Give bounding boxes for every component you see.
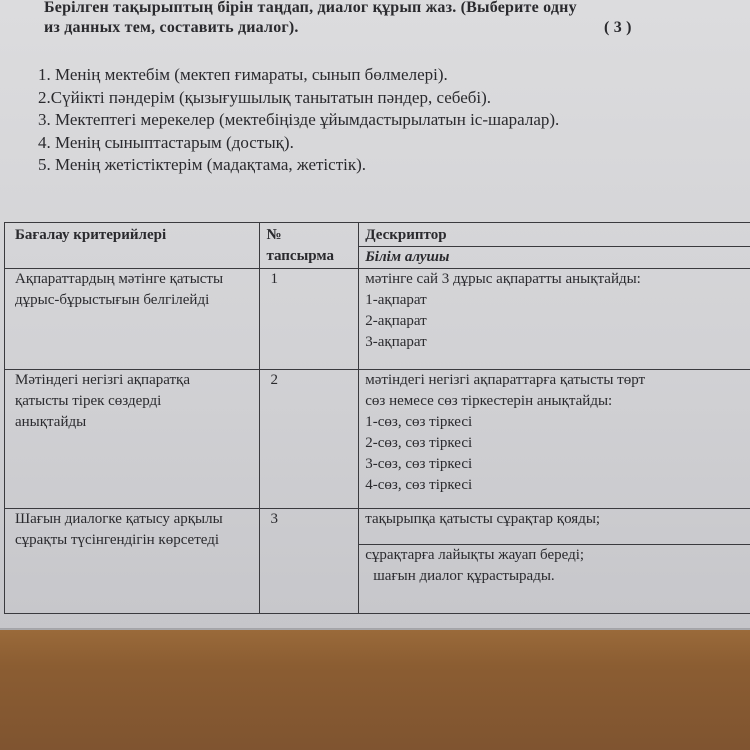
- descriptor-line: мәтінге сай 3 дұрыс ақпаратты анықтайды:: [365, 271, 641, 287]
- criteria-cell: [5, 269, 260, 370]
- descriptor-line: 3-сөз, сөз тіркесі: [365, 456, 473, 472]
- topic-item: 2.Сүйікті пәндерім (қызығушылық танытатын пәндер, себебі).: [38, 87, 492, 107]
- header-criteria: [5, 223, 260, 269]
- topic-item: 1. Менің мектебім (мектеп ғимараты, сынып бөлмелері).: [38, 65, 448, 84]
- descriptor-cell: [359, 269, 750, 370]
- topic-list: [38, 64, 738, 177]
- descriptor-line: 1-ақпарат: [365, 292, 427, 308]
- descriptor-line: сөз немесе сөз тіркестерін анықтайды:: [365, 393, 613, 409]
- header-descriptor: [359, 223, 750, 269]
- task-number-cell: [260, 509, 359, 614]
- criteria-text: Ақпараттардың мәтінге қатысты дұрыс-бұрыстығын белгілейді: [15, 271, 224, 308]
- criteria-text: Шағын диалогке қатысу арқылы сұрақты түсінгендігін көрсетеді: [15, 511, 223, 548]
- assessment-rubric-table: [4, 222, 750, 614]
- task-number: 3: [270, 511, 278, 527]
- table-header-row: [5, 223, 750, 269]
- task-score: ( 3 ): [604, 19, 632, 36]
- descriptor-line: 4-сөз, сөз тіркесі: [365, 477, 473, 493]
- table-row: [5, 509, 750, 614]
- criteria-cell: [5, 370, 260, 509]
- header-number-symbol: №: [266, 227, 282, 243]
- header-descriptor-subtitle: Білім алушы: [359, 246, 750, 268]
- criteria-text: Мәтіндегі негізгі ақпаратқа қатысты тірек сөздерді анықтайды: [15, 372, 191, 430]
- task-title-line2: из данных тем, составить диалог).: [44, 19, 299, 36]
- topic-item: 4. Менің сыныптастарым (достық).: [38, 132, 294, 152]
- topic-item: 3. Мектептегі мерекелер (мектебіңізде ұйымдастырылатын іс-шаралар).: [38, 110, 560, 129]
- descriptor-line: тақырыпқа қатысты сұрақтар қояды;: [365, 511, 601, 527]
- wooden-table-surface: [0, 630, 750, 750]
- descriptor-line: 2-сөз, сөз тіркесі: [365, 435, 473, 451]
- task-title: [44, 0, 744, 38]
- header-number-label: тапсырма: [266, 248, 335, 264]
- descriptor-cell: [359, 509, 750, 614]
- criteria-cell: [5, 509, 260, 614]
- descriptor-line: 1-сөз, сөз тіркесі: [365, 414, 473, 430]
- header-criteria-label: Бағалау критерийлері: [15, 227, 167, 243]
- table-row: [5, 370, 750, 509]
- task-number-cell: [260, 269, 359, 370]
- descriptor-line: 2-ақпарат: [365, 313, 427, 329]
- task-number: 2: [270, 372, 278, 388]
- task-title-line1: Берілген тақырыптың бірін таңдап, диалог құрып жаз. (Выберите одну: [44, 0, 577, 16]
- header-descriptor-label: Дескриптор: [365, 227, 447, 243]
- descriptor-cell: [359, 370, 750, 509]
- task-number: 1: [270, 271, 278, 287]
- header-task-number: [260, 223, 359, 269]
- descriptor-line: шағын диалог құрастырады.: [373, 568, 555, 584]
- topic-item: 5. Менің жетістіктерім (мадақтама, жетістік).: [38, 155, 367, 174]
- task-number-cell: [260, 370, 359, 509]
- descriptor-line: мәтіндегі негізгі ақпараттарға қатысты төрт: [365, 372, 646, 388]
- descriptor-line: сұрақтарға лайықты жауап береді;: [365, 547, 585, 563]
- table-row: [5, 269, 750, 370]
- descriptor-line: 3-ақпарат: [365, 334, 427, 350]
